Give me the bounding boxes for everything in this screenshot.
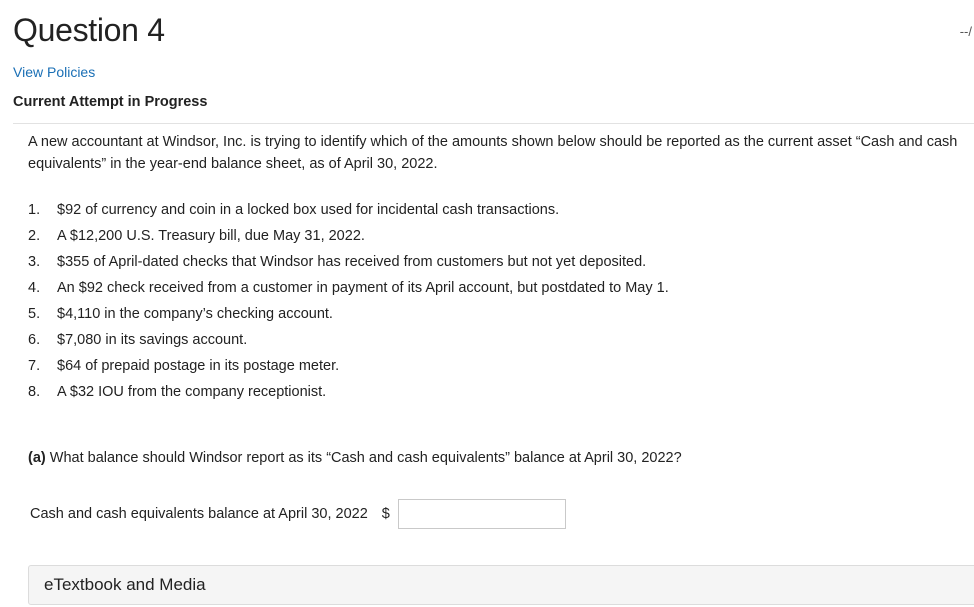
etextbook-media-button[interactable] [28, 565, 974, 605]
page-title: Question 4 [13, 12, 165, 48]
list-item [28, 355, 669, 381]
list-item [28, 251, 669, 277]
item-text: $7,080 in its savings account. [57, 332, 248, 348]
question-intro: A new accountant at Windsor, Inc. is trying to identify which of the amounts shown below should be reported as the current asset “Cash and cash equivalents” in the year-end balance sheet, as of April 30, 2022. [28, 134, 958, 172]
item-text: A $32 IOU from the company receptionist. [57, 384, 327, 400]
item-text: An $92 check received from a customer in payment of its April account, but postdated to May 1. [57, 280, 669, 296]
part-a-label: (a) [28, 450, 46, 466]
list-item [28, 277, 669, 303]
answer-row [30, 497, 566, 531]
item-text: $64 of prepaid postage in its postage meter. [57, 358, 340, 374]
etextbook-label: eTextbook and Media [44, 575, 206, 594]
answer-label: Cash and cash equivalents balance at April 30, 2022 [30, 506, 368, 522]
attempt-status: Current Attempt in Progress [13, 94, 208, 110]
item-text: A $12,200 U.S. Treasury bill, due May 31, 2022. [57, 228, 365, 244]
item-text: $4,110 in the company’s checking account. [57, 306, 333, 322]
list-item [28, 225, 669, 251]
part-a-question [28, 450, 682, 466]
item-number: 5. [28, 306, 41, 322]
cash-balance-input[interactable] [398, 499, 566, 529]
list-item [28, 199, 669, 225]
item-number: 7. [28, 358, 41, 374]
items-list [28, 199, 669, 407]
currency-symbol: $ [381, 506, 390, 522]
score-display: --/ [959, 24, 972, 39]
part-a-text: What balance should Windsor report as its “Cash and cash equivalents” balance at April 30, 2022? [45, 450, 682, 466]
item-number: 1. [28, 202, 41, 218]
list-item [28, 329, 669, 355]
item-number: 3. [28, 254, 41, 270]
list-item [28, 303, 669, 329]
item-text: $355 of April-dated checks that Windsor has received from customers but not yet deposited. [57, 254, 647, 270]
list-item [28, 381, 669, 407]
item-number: 4. [28, 280, 41, 296]
item-number: 6. [28, 332, 41, 348]
item-text: $92 of currency and coin in a locked box used for incidental cash transactions. [57, 202, 560, 218]
item-number: 2. [28, 228, 41, 244]
item-number: 8. [28, 384, 41, 400]
divider [13, 123, 974, 124]
view-policies-link[interactable]: View Policies [13, 64, 96, 80]
